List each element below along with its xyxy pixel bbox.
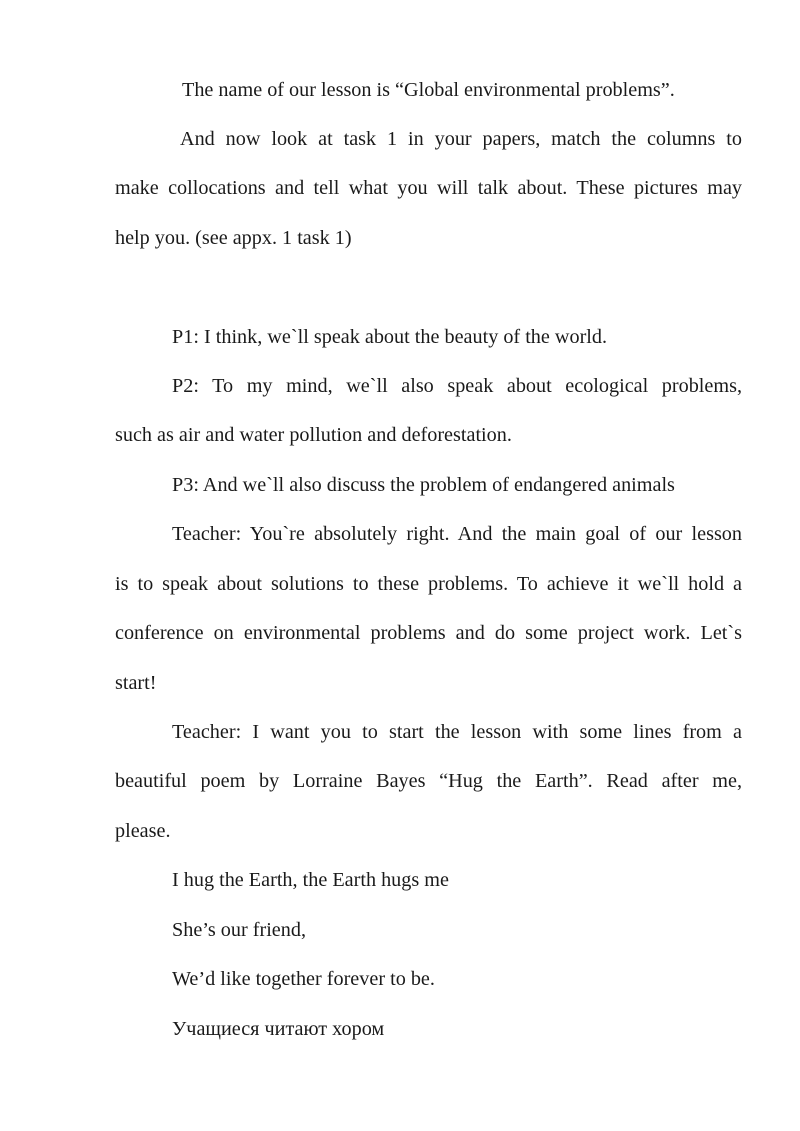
teacher-line: beautiful poem by Lorraine Bayes “Hug the Earth”. Read after me,	[115, 770, 742, 792]
teacher-line: please.	[115, 820, 171, 842]
instruction-line: And now look at task 1 in your papers, match the columns to	[180, 128, 742, 150]
teacher-line: Teacher: I want you to start the lesson with some lines from a	[172, 721, 742, 743]
poem-line: We’d like together forever to be.	[172, 968, 435, 990]
pupil-line-p2: P2: To my mind, we`ll also speak about ecological problems,	[172, 375, 742, 397]
lesson-title-line: The name of our lesson is “Global environmental problems”.	[182, 79, 675, 101]
pupil-line-p1: P1: I think, we`ll speak about the beauty of the world.	[172, 326, 608, 348]
instruction-line: make collocations and tell what you will talk about. These pictures may	[115, 177, 742, 199]
instruction-line: help you. (see appx. 1 task 1)	[115, 227, 352, 249]
teacher-line: Teacher: You`re absolutely right. And the main goal of our lesson	[172, 523, 742, 545]
teacher-line: start!	[115, 672, 157, 694]
pupil-line-p2: such as air and water pollution and deforestation.	[115, 424, 512, 446]
poem-line: She’s our friend,	[172, 919, 306, 941]
stage-note: Учащиеся читают хором	[172, 1018, 385, 1040]
poem-line: I hug the Earth, the Earth hugs me	[172, 869, 449, 891]
teacher-line: is to speak about solutions to these problems. To achieve it we`ll hold a	[115, 573, 742, 595]
pupil-line-p3: P3: And we`ll also discuss the problem of endangered animals	[172, 474, 675, 496]
teacher-line: conference on environmental problems and do some project work. Let`s	[115, 622, 742, 644]
